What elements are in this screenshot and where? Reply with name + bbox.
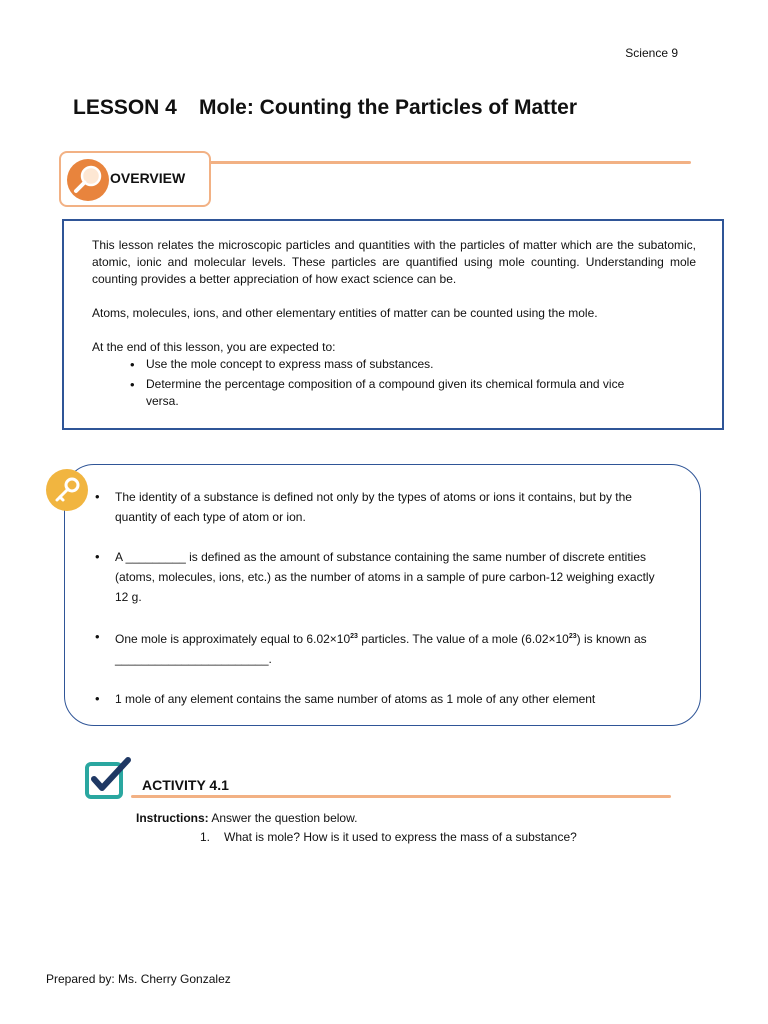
overview-label: OVERVIEW	[110, 170, 186, 186]
key-point-item: • The identity of a substance is defined not only by the types of atoms or ions it contains, but by the quantity of each type of atom or ion.	[115, 487, 670, 527]
lesson-title	[73, 96, 577, 120]
key-points-list	[115, 487, 670, 709]
key-point-item	[115, 627, 670, 669]
overview-paragraph: This lesson relates the microscopic particles and quantities with the particles of matter which are the subatomic, atomic, ionic and molecular levels. These particles are quantified using mole counting. Understanding mole counting provides a better appreciation of how exact science can be.	[92, 238, 696, 286]
checkbox-check-icon	[84, 757, 132, 801]
question-text: What is mole? How is it used to express the mass of a substance?	[224, 830, 577, 844]
activity-divider	[131, 795, 671, 798]
instructions	[136, 809, 357, 827]
instructions-text: Answer the question below.	[208, 811, 358, 825]
overview-box	[62, 219, 724, 430]
prepared-by: Prepared by: Ms. Cherry Gonzalez	[46, 972, 231, 986]
question-number: 1.	[200, 830, 211, 844]
exponent: 23	[568, 633, 577, 640]
key-point-text: particles. The value of a mole (6.02×10	[357, 632, 569, 646]
overview-paragraph: At the end of this lesson, you are expected to:	[92, 340, 336, 354]
exponent: 23	[350, 633, 358, 640]
key-icon	[46, 469, 88, 511]
objectives-list	[146, 356, 696, 410]
overview-paragraph: Atoms, molecules, ions, and other elementary entities of matter can be counted using the mole.	[92, 306, 598, 320]
overview-badge	[59, 151, 211, 207]
lesson-number: LESSON 4	[73, 96, 177, 119]
objective-item: • Use the mole concept to express mass of substances.	[146, 356, 696, 373]
key-point-item: • A _________ is defined as the amount of substance containing the same number of discrete entities (atoms, molecules, ions, etc.) as the number of atoms in a sample of pure carbon-12 weighing exactly 12 g.	[115, 547, 670, 607]
overview-divider	[206, 161, 691, 164]
objective-item: • Determine the percentage composition of a compound given its chemical formula and vice versa.	[146, 376, 696, 410]
key-points-box	[64, 464, 701, 726]
key-point-item: • 1 mole of any element contains the same number of atoms as 1 mole of any other element	[115, 689, 670, 709]
activity-title: ACTIVITY 4.1	[142, 777, 229, 793]
key-point-text: ) is known as _______________________.	[115, 632, 647, 666]
lesson-name: Mole: Counting the Particles of Matter	[199, 96, 578, 119]
magnifier-icon	[67, 159, 109, 201]
key-point-text: One mole is approximately equal to 6.02×10	[115, 632, 351, 646]
instructions-label: Instructions:	[136, 811, 209, 825]
subject-label: Science 9	[625, 46, 678, 60]
question-item	[200, 828, 577, 846]
